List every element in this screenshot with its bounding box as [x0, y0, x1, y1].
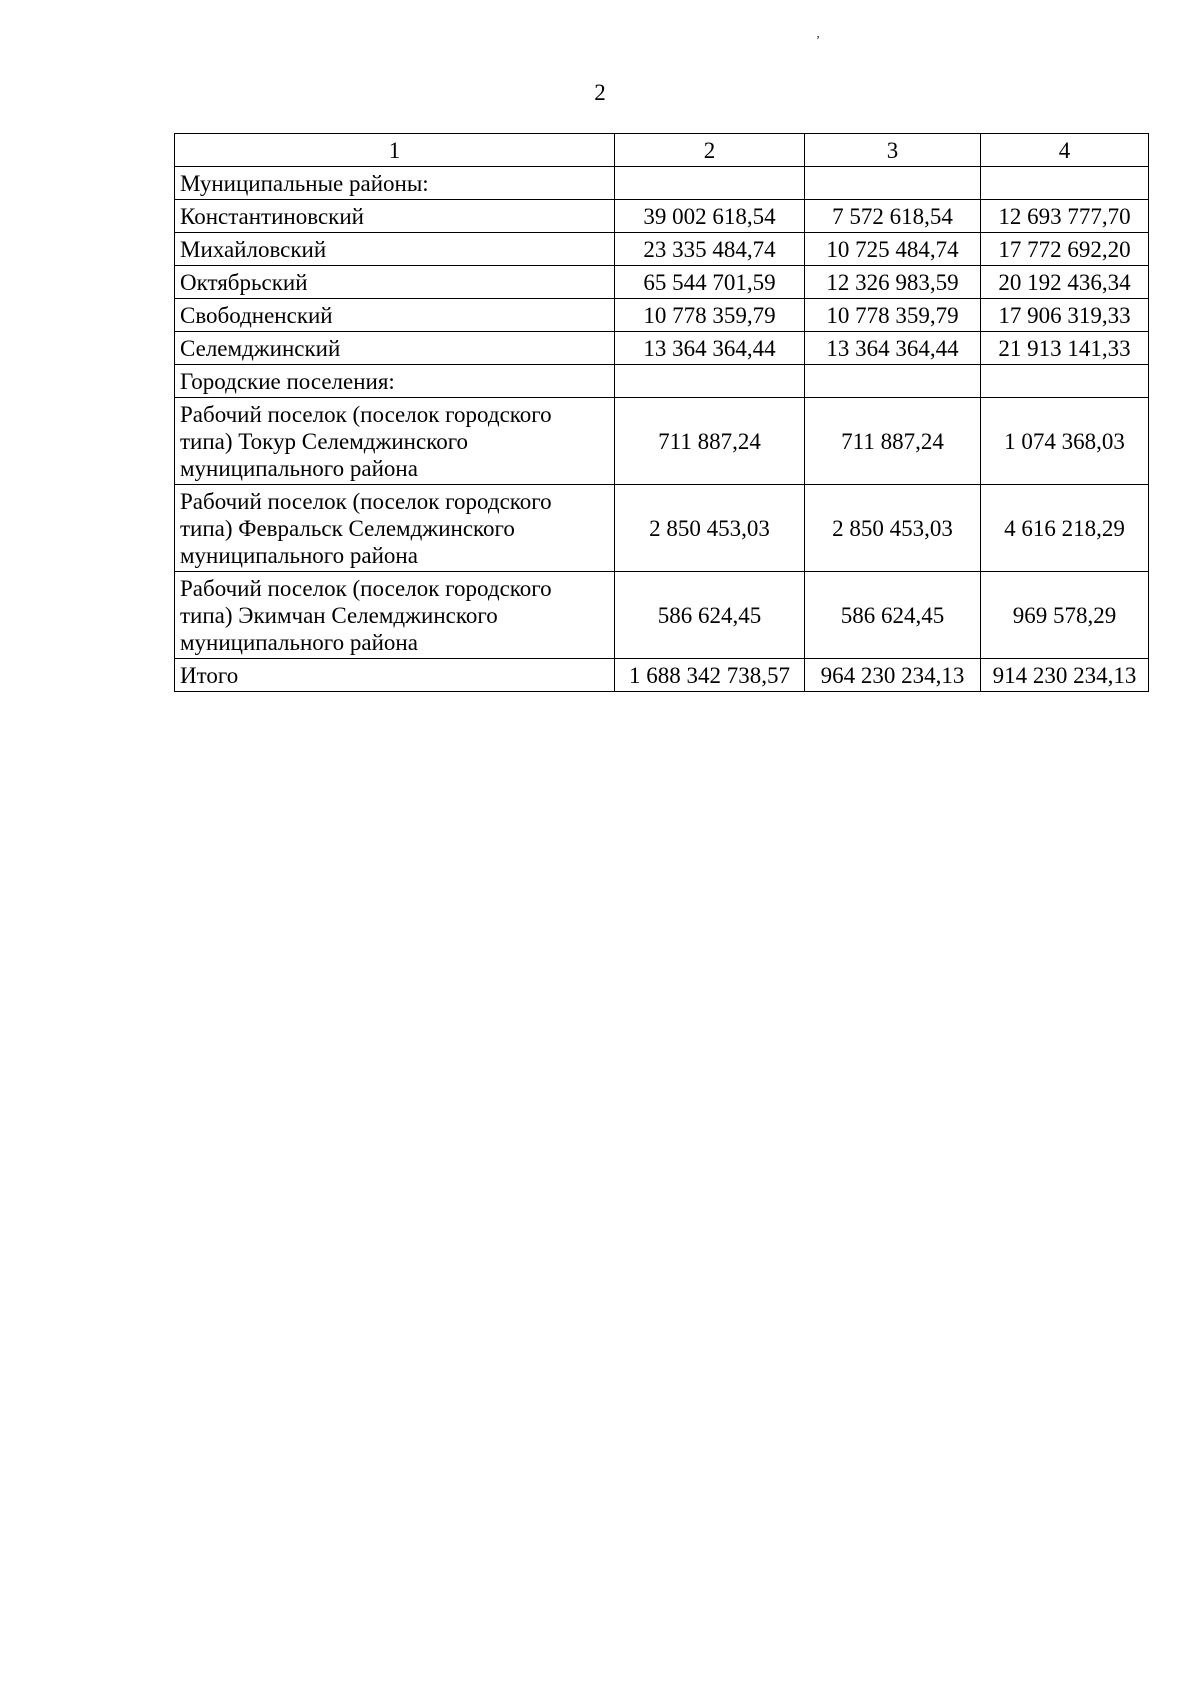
column-header-2: 2	[615, 134, 805, 167]
table-row	[175, 485, 1149, 572]
row-value-3: 10 778 359,79	[805, 299, 981, 332]
table-row	[175, 266, 1149, 299]
row-value-3: 7 572 618,54	[805, 200, 981, 233]
table-row-section-urban	[175, 365, 1149, 398]
row-value-3	[805, 365, 981, 398]
row-value-3: 2 850 453,03	[805, 485, 981, 572]
row-value-2: 2 850 453,03	[615, 485, 805, 572]
table-row-section-municipal	[175, 167, 1149, 200]
row-value-2: 10 778 359,79	[615, 299, 805, 332]
table-row	[175, 233, 1149, 266]
row-name: Муниципальные районы:	[175, 167, 615, 200]
row-value-2	[615, 365, 805, 398]
row-value-2: 711 887,24	[615, 398, 805, 485]
row-value-3	[805, 167, 981, 200]
row-name: Константиновский	[175, 200, 615, 233]
row-value-4: 21 913 141,33	[981, 332, 1149, 365]
row-value-3: 13 364 364,44	[805, 332, 981, 365]
row-value-4: 12 693 777,70	[981, 200, 1149, 233]
row-value-2	[615, 167, 805, 200]
row-value-2: 13 364 364,44	[615, 332, 805, 365]
corner-mark: ʼ	[816, 33, 820, 47]
row-value-4: 20 192 436,34	[981, 266, 1149, 299]
row-value-2: 65 544 701,59	[615, 266, 805, 299]
row-value-4	[981, 365, 1149, 398]
row-name: Итого	[175, 659, 615, 692]
table-row	[175, 200, 1149, 233]
row-name: Свободненский	[175, 299, 615, 332]
row-value-2: 39 002 618,54	[615, 200, 805, 233]
row-value-2: 23 335 484,74	[615, 233, 805, 266]
row-value-4	[981, 167, 1149, 200]
row-name: Рабочий поселок (поселок городского типа) Токур Селемджинского муниципального района	[175, 398, 615, 485]
table-row-total	[175, 659, 1149, 692]
row-name: Октябрьский	[175, 266, 615, 299]
row-value-4: 914 230 234,13	[981, 659, 1149, 692]
table-row	[175, 299, 1149, 332]
page-number: 2	[594, 80, 606, 105]
row-name: Селемджинский	[175, 332, 615, 365]
row-value-2: 1 688 342 738,57	[615, 659, 805, 692]
row-value-3: 10 725 484,74	[805, 233, 981, 266]
row-value-4: 969 578,29	[981, 572, 1149, 659]
row-value-4: 17 906 319,33	[981, 299, 1149, 332]
row-name: Михайловский	[175, 233, 615, 266]
row-value-2: 586 624,45	[615, 572, 805, 659]
table-row	[175, 398, 1149, 485]
row-value-4: 4 616 218,29	[981, 485, 1149, 572]
row-value-3: 586 624,45	[805, 572, 981, 659]
row-value-4: 17 772 692,20	[981, 233, 1149, 266]
row-value-3: 711 887,24	[805, 398, 981, 485]
row-value-3: 964 230 234,13	[805, 659, 981, 692]
column-header-4: 4	[981, 134, 1149, 167]
budget-table	[174, 133, 1149, 692]
row-name: Рабочий поселок (поселок городского типа) Экимчан Селемджинского муниципального района	[175, 572, 615, 659]
row-name: Городские поселения:	[175, 365, 615, 398]
row-value-4: 1 074 368,03	[981, 398, 1149, 485]
column-header-1: 1	[175, 134, 615, 167]
header-row	[175, 134, 1149, 167]
row-value-3: 12 326 983,59	[805, 266, 981, 299]
row-name: Рабочий поселок (поселок городского типа) Февральск Селемджинского муниципального района	[175, 485, 615, 572]
column-header-3: 3	[805, 134, 981, 167]
table-row	[175, 572, 1149, 659]
table-row	[175, 332, 1149, 365]
